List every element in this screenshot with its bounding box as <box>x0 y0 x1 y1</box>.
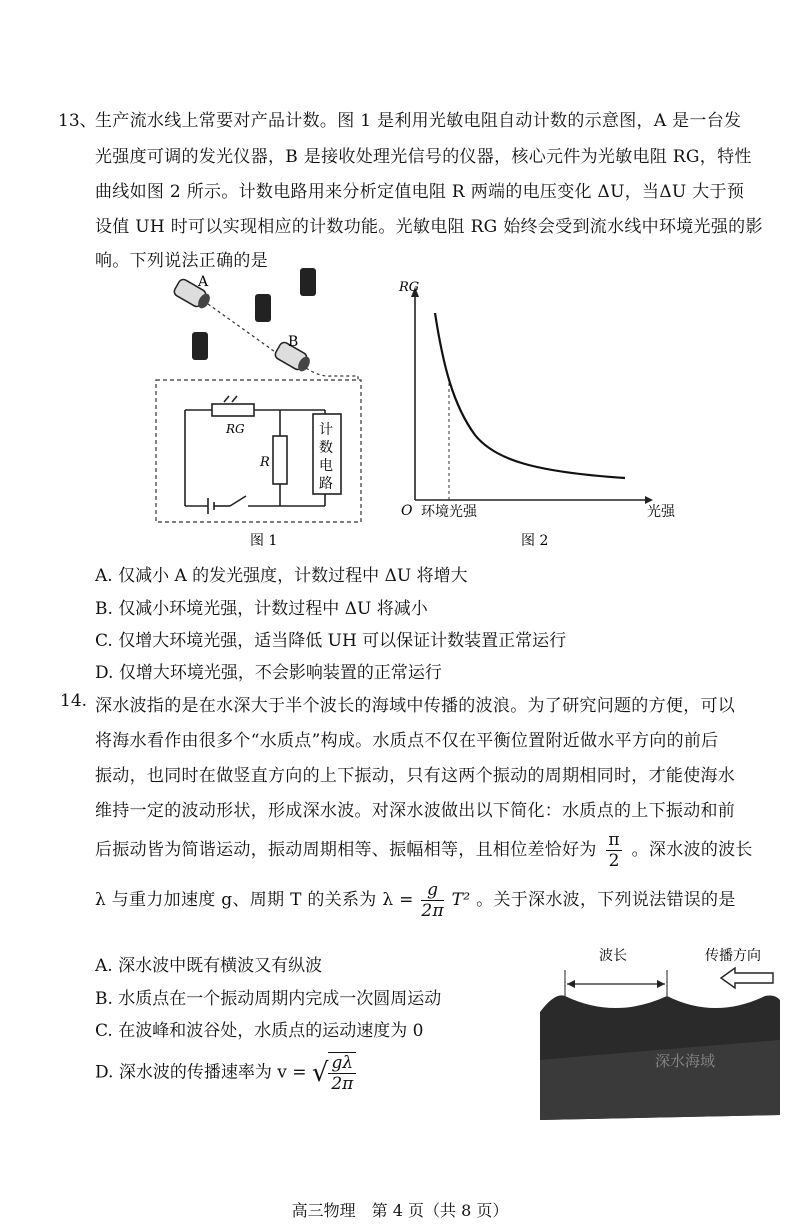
q13-option-d: D. 仅增大环境光强，不会影响装置的正常运行 <box>95 663 442 683</box>
sea-label: 深水海域 <box>655 1052 716 1070</box>
wavelength-label: 波长 <box>599 948 627 964</box>
formula-denominator: 2π <box>421 901 444 921</box>
sqrt-sign: √ <box>311 1058 329 1088</box>
product-icon <box>300 268 316 296</box>
q14-line-6-end: 。关于深水波，下列说法错误的是 <box>476 890 736 910</box>
q14-option-c: C. 在波峰和波谷处，水质点的运动速度为 0 <box>95 1021 424 1041</box>
counter-char-2: 数 <box>319 440 333 456</box>
speed-denominator: 2π <box>331 1074 354 1094</box>
q13-option-a: A. 仅减小 A 的发光强度，计数过程中 ΔU 将增大 <box>95 566 468 586</box>
direction-arrow-icon <box>721 968 773 988</box>
y-axis-label: RG <box>399 280 420 295</box>
label-b: B <box>288 334 299 350</box>
product-icon <box>192 332 208 360</box>
q13-line-5: 响。下列说法正确的是 <box>95 251 268 271</box>
q14-option-d-text: D. 深水波的传播速率为 v = <box>95 1062 307 1083</box>
q14-line-4: 维持一定的波动形状，形成深水波。对深水波做出以下简化：水质点的上下振动和前 <box>95 801 736 821</box>
counter-char-1: 计 <box>319 422 333 438</box>
x-axis-label: 光强 <box>647 504 675 520</box>
q14-line-6 <box>95 880 736 921</box>
wavelength-fraction <box>421 880 444 921</box>
q14-option-b: B. 水质点在一个振动周期内完成一次圆周运动 <box>95 989 442 1009</box>
q13-line-1: 生产流水线上常要对产品计数。图 1 是利用光敏电阻自动计数的示意图，A 是一台发 <box>95 111 742 131</box>
page-footer: 高三物理 第 4 页（共 8 页） <box>291 1201 509 1220</box>
q13-line-2: 光强度可调的发光仪器，B 是接收处理光信号的仪器，核心元件为光敏电阻 RG，特性 <box>95 147 752 167</box>
q13-option-b: B. 仅减小环境光强，计数过程中 ΔU 将减小 <box>95 599 428 619</box>
speed-numerator: gλ <box>328 1053 356 1074</box>
q14-line-1: 深水波指的是在水深大于半个波长的海域中传播的波浪。为了研究问题的方便，可以 <box>95 696 736 716</box>
figure-2-caption: 图 2 <box>521 533 549 549</box>
rg-curve <box>435 313 625 478</box>
label-a: A <box>198 274 209 290</box>
speed-fraction <box>328 1052 356 1094</box>
phase-denominator: 2 <box>608 851 620 871</box>
q14-option-d <box>95 1052 356 1094</box>
origin-label: O <box>401 503 413 519</box>
counter-char-3: 电 <box>319 458 333 474</box>
q13-line-3: 曲线如图 2 所示。计数电路用来分析定值电阻 R 两端的电压变化 ΔU，当ΔU 大于预 <box>95 182 745 202</box>
formula-numerator: g <box>421 880 444 901</box>
q13-line-4: 设值 UH 时可以实现相应的计数功能。光敏电阻 RG 始终会受到流水线中环境光强的影 <box>95 217 763 237</box>
q14-line-6-start: λ 与重力加速度 g、周期 T 的关系为 λ = <box>95 890 414 910</box>
phase-numerator: π <box>608 830 620 850</box>
direction-label: 传播方向 <box>705 948 761 964</box>
q14-line-3: 振动，也同时在做竖直方向的上下振动，只有这两个振动的周期相同时，才能使海水 <box>95 766 736 786</box>
figure-1 <box>150 262 380 552</box>
formula-tail: T² <box>451 890 471 910</box>
ambient-light-tick: 环境光强 <box>421 504 477 520</box>
phase-fraction <box>606 830 621 871</box>
q14-option-a: A. 深水波中既有横波又有纵波 <box>95 956 323 976</box>
figure-1-caption: 图 1 <box>250 533 278 549</box>
label-r: R <box>260 455 270 470</box>
counter-char-4: 路 <box>319 476 333 492</box>
product-icon <box>255 294 271 322</box>
figure-2 <box>395 275 695 550</box>
q14-line-2: 将海水看作由很多个“水质点”构成。水质点不仅在平衡位置附近做水平方向的前后 <box>95 731 719 751</box>
deep-water-wave-figure <box>535 940 785 1130</box>
q13-option-c: C. 仅增大环境光强，适当降低 UH 可以保证计数装置正常运行 <box>95 631 567 651</box>
q14-line-5-text: 后振动皆为简谐运动，振动周期相等、振幅相等，且相位差恰好为 <box>95 840 597 860</box>
label-rg: RG <box>226 422 245 436</box>
question-14-number: 14. <box>60 691 88 711</box>
question-13-number: 13、 <box>58 111 97 131</box>
q14-line-5-end: 。深水波的波长 <box>631 840 753 860</box>
q14-line-5 <box>95 830 753 871</box>
